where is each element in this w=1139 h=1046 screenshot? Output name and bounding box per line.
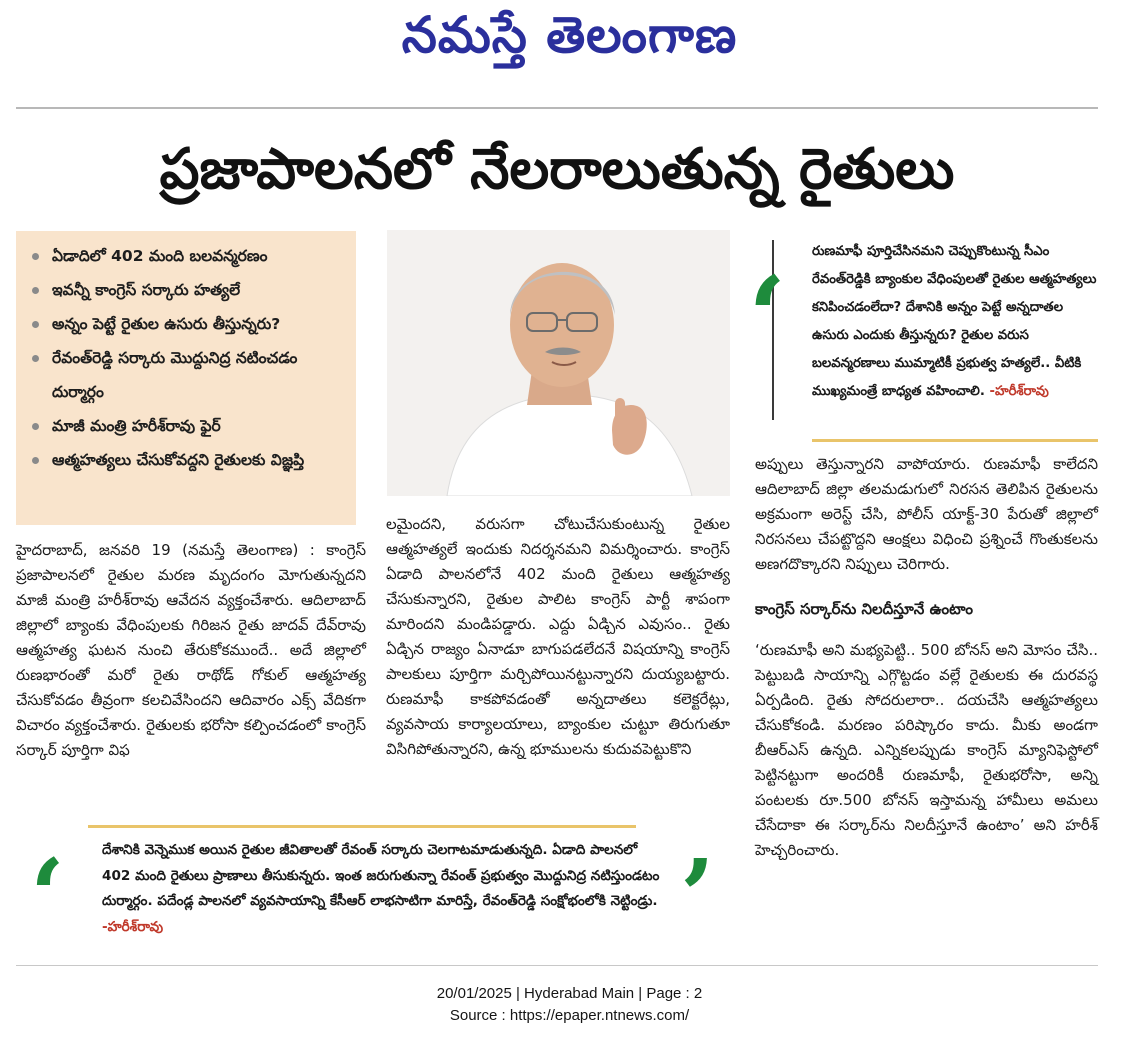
masthead-logo: నమస్తే తెలంగాణ (401, 6, 738, 64)
article-column-1: హైదరాబాద్, జనవరి 19 (నమస్తే తెలంగాణ) : కాంగ్రెస్ ప్రజాపాలనలో రైతుల మరణ మృదంగం మోగుతున్నదని మాజీ మంత్రి హరీశ్‌రావు ఆవేదన వ్యక్తంచేశారు. ఆదిలాబాద్ జిల్లాలో బ్యాంకు వేధింపులకు గిరిజన రైతు జాదవ్ దేవ్‌రావు ఆత్మహత్య ఘటన నుంచి తేరుకోకముందే.. అదే జిల్లాలో రుణభారంతో మరో రైతు రాథోడ్ గోకుల్ ఆత్మహత్య చేసుకోవడం తీవ్రంగా కలచివేసిందని ఆదివారం ఎక్స్ వేదికగా విచారం వ్యక్తంచేశారు. రైతులకు భరోసా కల్పించడంలో కాంగ్రెస్ సర్కార్ పూర్తిగా విఫ (16, 541, 366, 759)
highlight-item: అన్నం పెట్టే రైతుల ఉసురు తీస్తున్నరు? (30, 307, 348, 341)
portrait-photo (387, 230, 730, 496)
quote-close-icon: ’ (680, 837, 715, 955)
portrait-image (387, 230, 730, 496)
highlights-box (16, 231, 356, 525)
bullet-dot-icon (32, 253, 39, 260)
highlight-item: రేవంత్‌రెడ్డి సర్కారు మొద్దునిద్ర నటించడం దుర్మార్గం (30, 341, 348, 409)
highlight-item: మాజీ మంత్రి హరీశ్‌రావు ఫైర్ (30, 409, 348, 443)
bullet-dot-icon (32, 423, 39, 430)
highlight-item: ఏడాదిలో 402 మంది బలవన్మరణం (30, 239, 348, 273)
quote-attribution: -హరీశ్‌రావు (102, 918, 164, 935)
source-link[interactable]: Source : https://epaper.ntnews.com/ (449, 1007, 690, 1024)
highlight-item: ఇవన్నీ కాంగ్రెస్ సర్కారు హత్యలే (30, 273, 348, 307)
bottom-pull-quote: దేశానికి వెన్నెముక అయిన రైతుల జీవితాలతో రేవంత్ సర్కారు చెలగాటమాడుతున్నది. ఏడాది పాలనలో 402 మంది రైతులు ప్రాణాలు తీసుకున్నరు. ఇంత జరుగుతున్నా రేవంత్ ప్రభుత్వం మొద్దునిద్ర నటిస్తుండటం దుర్మార్గం. పదేండ్ల పాలనలో వ్యవసాయాన్ని కేసీఆర్ లాభసాటిగా మారిస్తే, రేవంత్‌రెడ్డి సంక్షోభంలోకి నెట్టిండ్రు. -హరీశ్‌రావు (102, 842, 660, 935)
top-pull-quote: రుణమాఫీ పూర్తిచేసినమని చెప్పుకొంటున్న సీఎం రేవంత్‌రెడ్డికి బ్యాంకుల వేధింపులతో రైతుల ఆత్మహత్యలు కనిపించడంలేదా? దేశానికి అన్నం పెట్టే అన్నదాతల ఉసురు ఎందుకు తీస్తున్నరు? రైతుల వరుస బలవన్మరణాలు ముమ్మాటికీ ప్రభుత్వ హత్యలే.. వీటికి ముఖ్యమంత్రే బాధ్యత వహించాలి. -హరీశ్‌రావు (812, 244, 1097, 399)
quote-open-icon: ‘ (748, 252, 787, 381)
masthead-divider (16, 107, 1098, 109)
section-subhead: కాంగ్రెస్ సర్కార్‌ను నిలదీస్తూనే ఉంటాం (755, 600, 973, 618)
quote-open-icon: ‘ (30, 837, 65, 955)
bullet-dot-icon (32, 355, 39, 362)
edition-info: 20/01/2025 | Hyderabad Main | Page : 2 (436, 985, 703, 1002)
footer (0, 983, 1139, 1027)
bullet-dot-icon (32, 287, 39, 294)
quote-divider (812, 439, 1098, 442)
bottom-quote-divider (88, 825, 636, 828)
article-column-3: అప్పులు తెస్తున్నారని వాపోయారు. రుణమాఫీ కాలేదని ఆదిలాబాద్ జిల్లా తలమడుగులో నిరసన తెలిపిన రైతులను అక్రమంగా అరెస్ట్ చేసి, పోలీస్ యాక్ట్-30 పేరుతో జిల్లాలో నిరసనలు చేపట్టొద్దని ఆంక్షలు విధించి ప్రశ్నించే గొంతుకలను అణగదొక్కారని నిప్పులు చెరిగారు. కాంగ్రెస్ సర్కార్‌ను నిలదీస్తూనే ఉంటాం ‘రుణమాఫీ అని మభ్యపెట్టి.. 500 బోనస్ అని మోసం చేసి.. పెట్టుబడి సాయాన్ని ఎగ్గొట్టడం వల్లే రైతులకు ఈ దురవస్థ ఏర్పడింది. రైతు సోదరులారా.. దయచేసి ఆత్మహత్యలు చేసుకోకండి. మరణం పరిష్కారం కాదు. మీకు అండగా బీఆర్ఎస్ ఉన్నది. ఎన్నికలప్పుడు కాంగ్రెస్ మ్యానిఫెస్టోలో పెట్టినట్టుగా అందరికీ రుణమాఫీ, రైతుభరోసా, అన్ని పంటలకు రూ.500 బోనస్ ఇస్తామన్న హామీలు అమలు చేసేదాకా ఈ సర్కార్‌ను నిలదీస్తూనే ఉంటాం’ అని హరీశ్ హెచ్చరించారు. (755, 455, 1098, 859)
footer-divider (16, 965, 1098, 966)
bullet-dot-icon (32, 457, 39, 464)
article-column-2: లమైందని, వరుసగా చోటుచేసుకుంటున్న రైతుల ఆత్మహత్యలే ఇందుకు నిదర్శనమని విమర్శించారు. కాంగ్రెస్ ఏడాది పాలనలోనే 402 మంది రైతులు ఆత్మహత్య చేసుకున్నారని, రైతుల పాలిట కాంగ్రెస్ పార్టీ శాపంగా మారిందని మండిపడ్డారు. ఎద్దు ఏడ్చిన ఎవుసం.. రైతు ఏడ్చిన రాజ్యం ఏనాడూ బాగుపడలేదనే విషయాన్ని కాంగ్రెస్ పాలకులు పూర్తిగా మర్చిపోయినట్టున్నారని దుయ్యబట్టారు. రుణమాఫీ కాకపోవడంతో అన్నదాతలు కలెక్టరేట్లు, వ్యవసాయ కార్యాలయాలు, బ్యాంకుల చుట్టూ తిరుగుతూ విసిగిపోతున్నారని, ఉన్న భూములను కుదువపెట్టుకొని (386, 515, 730, 758)
highlight-item: ఆత్మహత్యలు చేసుకోవద్దని రైతులకు విజ్ఞప్తి (30, 443, 348, 477)
headline: ప్రజాపాలనలో నేలరాలుతున్న రైతులు (159, 137, 955, 202)
bullet-dot-icon (32, 321, 39, 328)
quote-attribution: -హరీశ్‌రావు (989, 384, 1049, 399)
